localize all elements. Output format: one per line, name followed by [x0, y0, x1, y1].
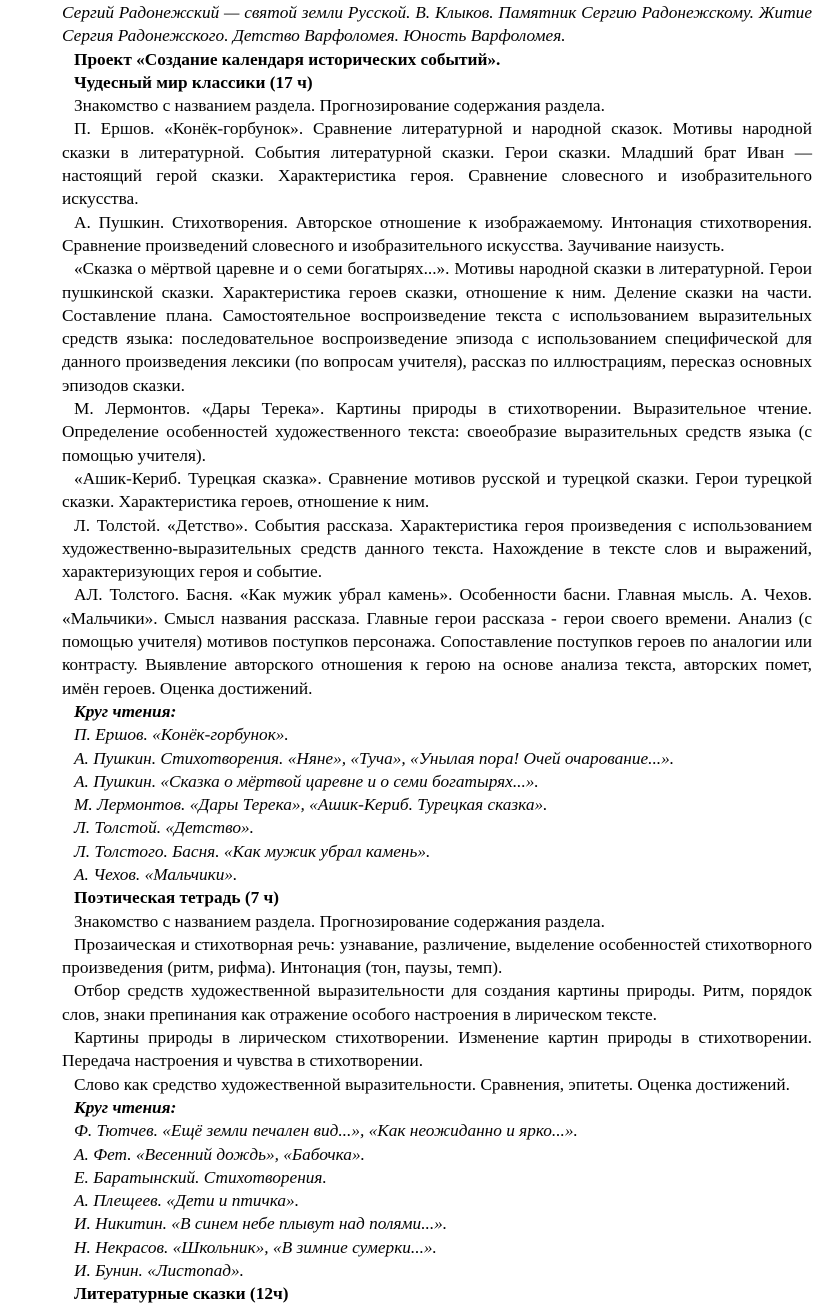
reading-list: [62, 723, 812, 886]
paragraph: Слово как средство художественной выразительности. Сравнения, эпитеты. Оценка достижений.: [74, 1074, 790, 1094]
reading-list-item: М. Лермонтов. «Дары Терека», «Ашик-Кериб. Турецкая сказка».: [74, 795, 548, 815]
reading-list-item: П. Ершов. «Конёк-горбунок».: [74, 725, 289, 745]
section-title-classics: Чудесный мир классики (17 ч): [74, 72, 313, 92]
reading-list-item: Н. Некрасов. «Школьник», «В зимние сумерки...».: [74, 1237, 437, 1257]
reading-list-item: А. Фет. «Весенний дождь», «Бабочка».: [74, 1144, 365, 1164]
reading-list-item: Е. Баратынский. Стихотворения.: [74, 1167, 327, 1187]
paragraph: П. Ершов. «Конёк-горбунок». Сравнение литературной и народной сказок. Мотивы народной сказки в литературной. События литературной сказки. Герои сказки. Младший брат Иван — настоящий герой сказки. Характеристика героя. Сравнение словесного и изобразительного искусства.: [62, 119, 812, 209]
section-title-poetry: Поэтическая тетрадь (7 ч): [74, 888, 280, 908]
paragraph: Отбор средств художественной выразительности для создания картины природы. Ритм, порядок слов, знаки препинания как отражение особого настроения в лирическом тексте.: [62, 981, 812, 1024]
reading-list: [62, 1119, 812, 1282]
reading-list-item: А. Чехов. «Мальчики».: [74, 864, 238, 884]
reading-list-item: А. Пушкин. «Сказка о мёртвой царевне и о семи богатырях...».: [74, 771, 539, 791]
paragraph: «Ашик-Кериб. Турецкая сказка». Сравнение мотивов русской и турецкой сказки. Герои турецкой сказки. Характеристика героев, отношение к ним.: [62, 468, 812, 512]
reading-list-item: И. Никитин. «В синем небе плывут над полями...».: [74, 1214, 448, 1234]
reading-list-title: Круг чтения:: [74, 701, 177, 721]
section-title-literary-tales: Литературные сказки (12ч): [74, 1284, 289, 1304]
reading-list-title: Круг чтения:: [74, 1097, 177, 1117]
reading-list-item: И. Бунин. «Листопад».: [74, 1261, 244, 1281]
reading-list-item: Л. Толстого. Басня. «Как мужик убрал камень».: [74, 841, 431, 861]
reading-list-item: Л. Толстой. «Детство».: [74, 818, 254, 838]
paragraph: А. Пушкин. Стихотворения. Авторское отношение к изображаемому. Интонация стихотворения. Сравнение произведений словесного и изобразительного искусства. Заучивание наизусть.: [62, 212, 812, 255]
reading-list-item: А. Пушкин. Стихотворения. «Няне», «Туча», «Унылая пора! Очей очарование...».: [74, 748, 675, 768]
paragraph: Знакомство с названием раздела. Прогнозирование содержания раздела.: [74, 96, 605, 116]
reading-list-item: А. Плещеев. «Дети и птичка».: [74, 1191, 300, 1211]
reading-list-item: Ф. Тютчев. «Ещё земли печален вид...», «Как неожиданно и ярко...».: [74, 1121, 578, 1141]
paragraph: Л. Толстой. «Детство». События рассказа. Характеристика героя произведения с использованием художественно-выразительных средств данного текста. Нахождение в тексте слов и выражений, характеризующих героя и событие.: [62, 515, 812, 582]
paragraph: «Сказка о мёртвой царевне и о семи богатырях...». Мотивы народной сказки в литературной. Герои пушкинской сказки. Характеристика героев сказки, отношение к ним. Деление сказки на части. Составление плана. Самостоятельное воспроизведение текста с использованием выразительных средств языка: последовательное воспроизведение эпизода с использованием специфической для данного произведения лексики (по вопросам учителя), рассказ по иллюстрациям, пересказ основных эпизодов сказки.: [62, 259, 812, 395]
paragraph: Картины природы в лирическом стихотворении. Изменение картин природы в стихотворении. Передача настроения и чувства в стихотворении.: [62, 1028, 812, 1071]
paragraph: АЛ. Толстого. Басня. «Как мужик убрал камень». Особенности басни. Главная мысль. А. Чехов. «Мальчики». Смысл названия рассказа. Главные герои рассказа - герои своего времени. Анализ (с помощью учителя) мотивов поступков персонажа. Сопоставление поступков героев по аналогии или контрасту. Выявление авторского отношения к герою на основе анализа текста, авторских помет, имён героев. Оценка достижений.: [62, 585, 812, 698]
paragraph: Прозаическая и стихотворная речь: узнавание, различение, выделение особенностей стихотворного произведения (ритм, рифма). Интонация (тон, паузы, темп).: [62, 934, 812, 978]
project-heading: Проект «Создание календаря исторических событий».: [74, 49, 501, 69]
paragraph: Знакомство с названием раздела. Прогнозирование содержания раздела.: [74, 911, 605, 931]
paragraph: М. Лермонтов. «Дары Терека». Картины природы в стихотворении. Выразительное чтение. Определение особенностей художественного текста: своеобразие выразительных средств языка (с помощью учителя).: [62, 399, 812, 465]
intro-paragraph: Сергий Радонежский — святой земли Русской. В. Клыков. Памятник Сергию Радонежскому. Житие Сергия Радонежского. Детство Варфоломея. Юность Варфоломея.: [62, 3, 812, 46]
